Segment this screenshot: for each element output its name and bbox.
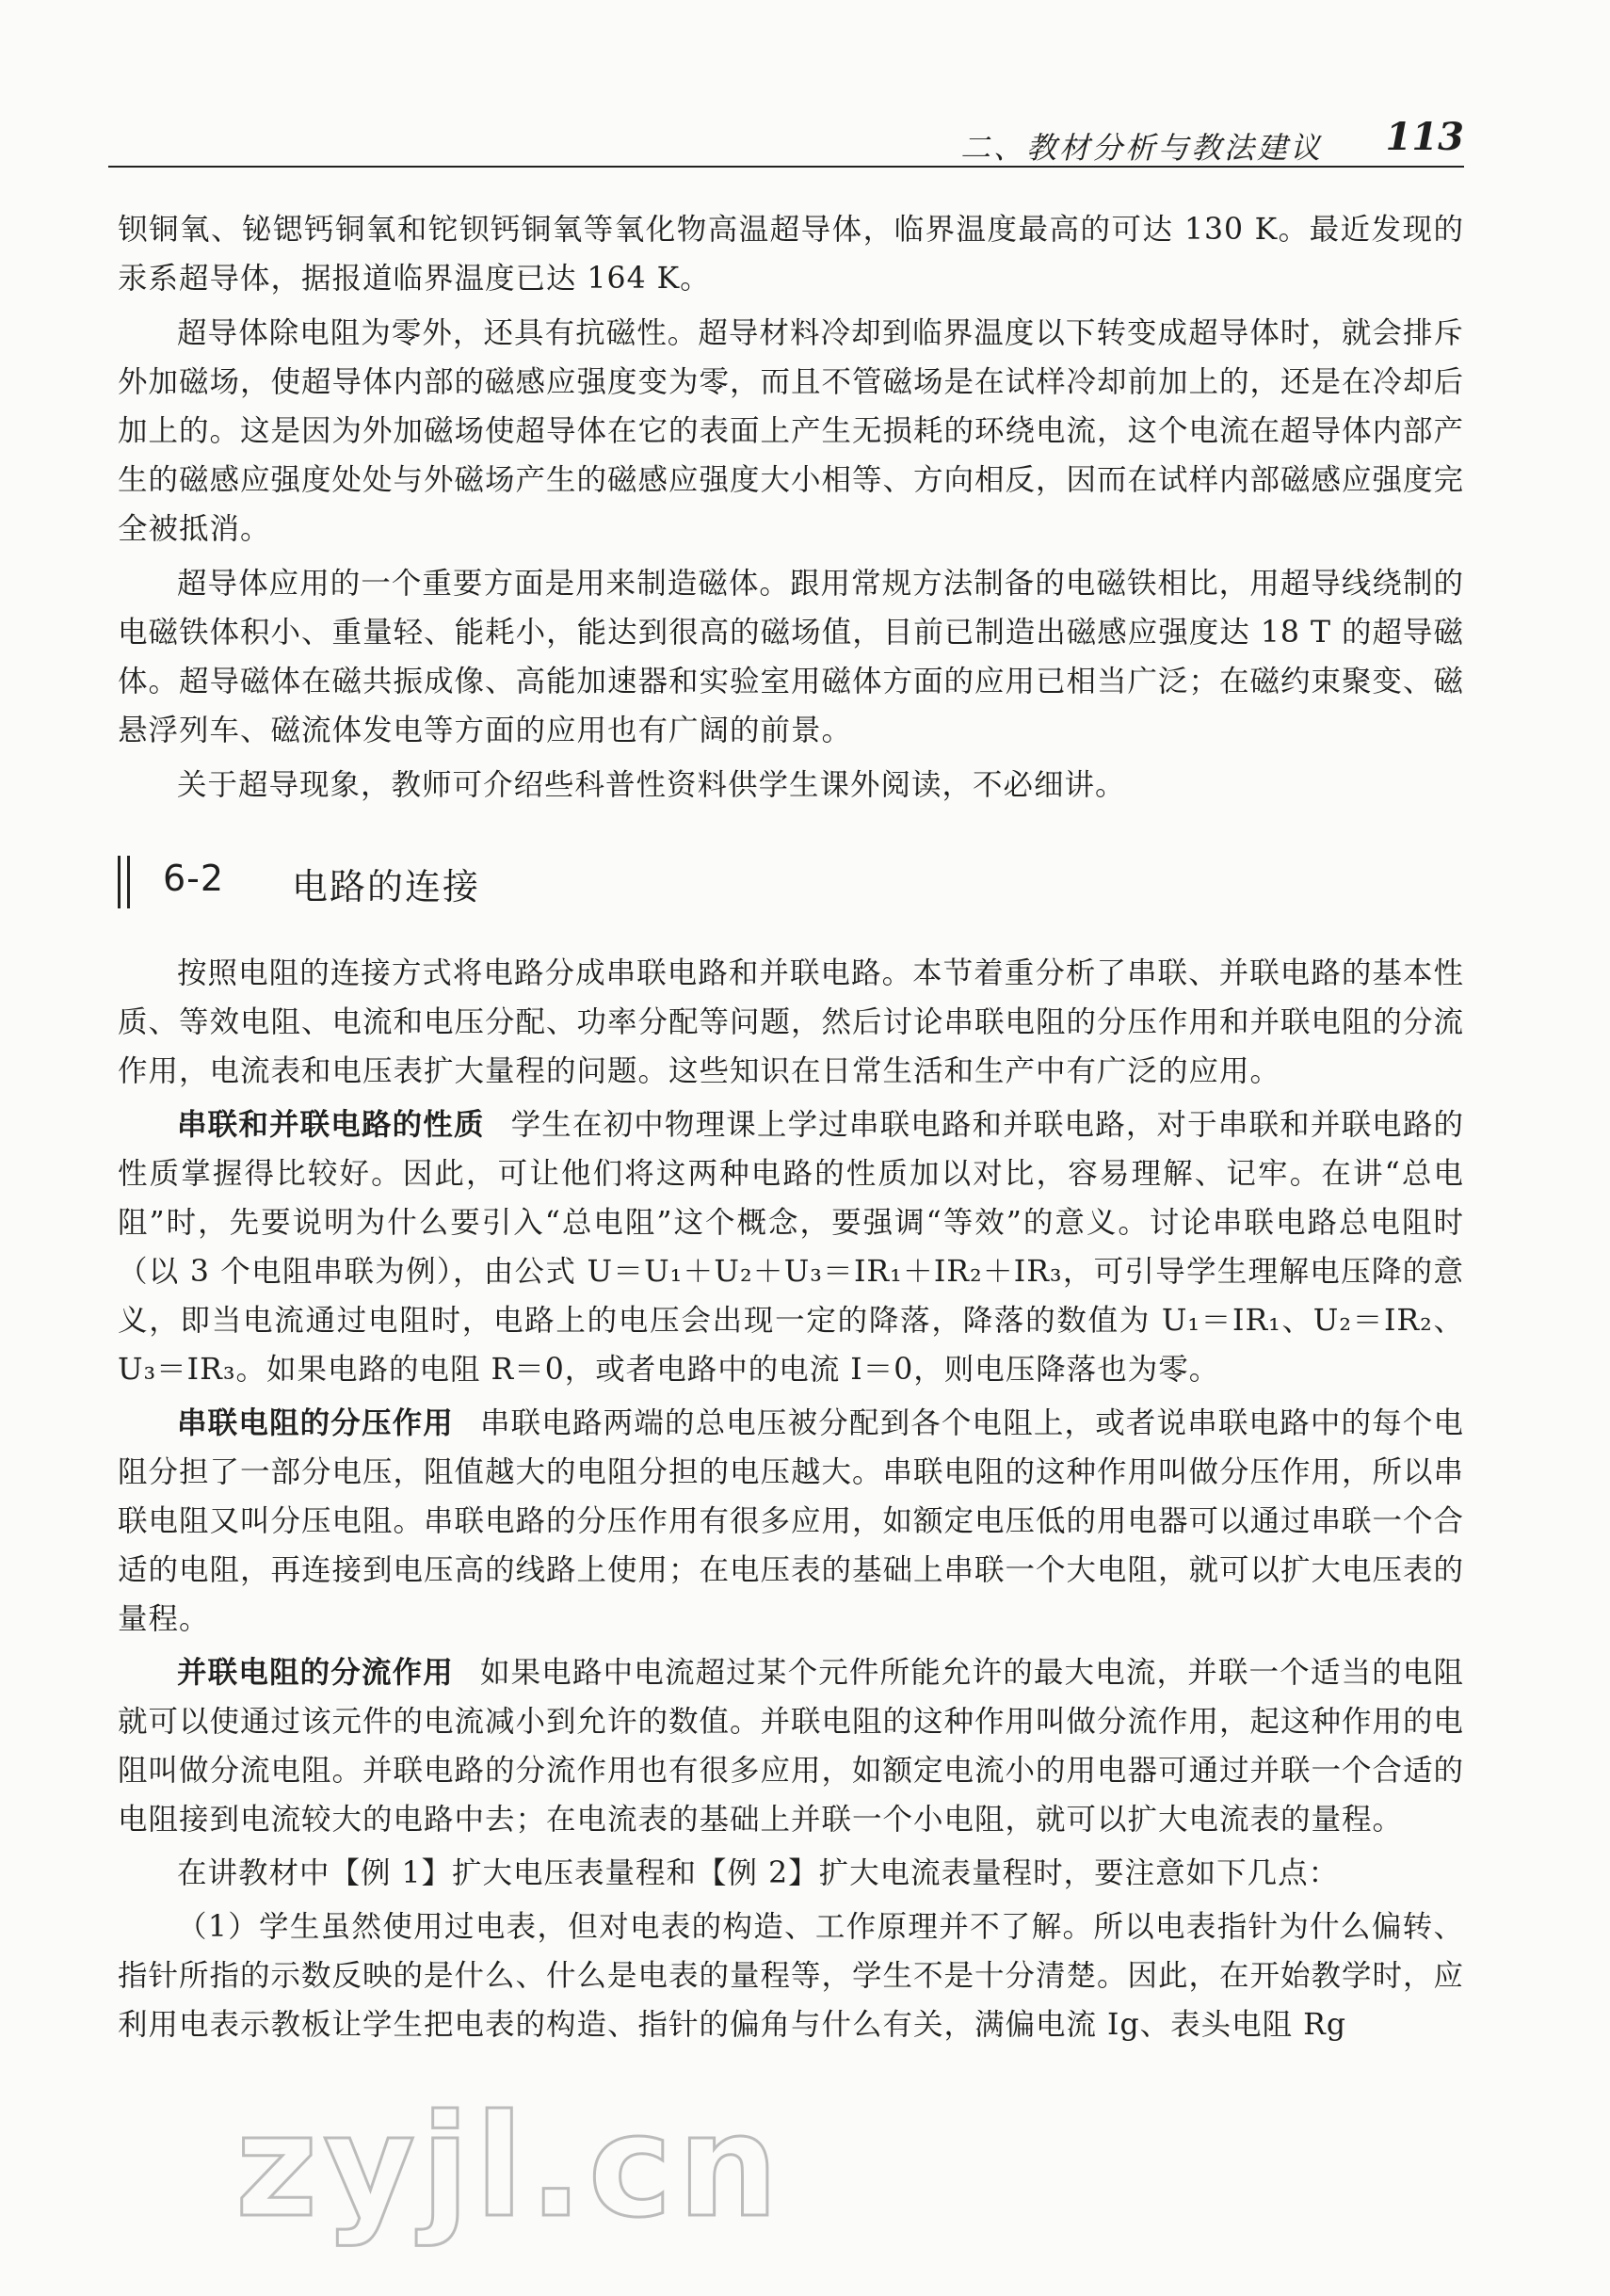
paragraph: 关于超导现象，教师可介绍些科普性资料供学生课外阅读，不必细讲。 (177, 768, 1126, 802)
paragraph: 在讲教材中【例 1】扩大电压表量程和【例 2】扩大电流表量程时，要注意如下几点： (177, 1856, 1340, 1890)
paragraph-text: 如果电路中电流超过某个元件所能允许的最大电流，并联一个适当的电阻就可以使通过该元件的电流减小到允许的数值。并联电阻的这种作用叫做分流作用，起这种作用的电阻叫做分流电阻。并联电路的分流作用也有很多应用，如额定电流小的用电器可通过并联一个合适的电阻接到电流较大的电路中去；在电流表的基础上并联一个小电阻，就可以扩大电流表的量程。 (118, 1656, 1465, 1837)
running-header (108, 115, 1464, 168)
paragraph: （1）学生虽然使用过电表，但对电表的构造、工作原理并不了解。所以电表指针为什么偏转、指针所指的示数反映的是什么、什么是电表的量程等，学生不是十分清楚。因此，在开始教学时，应利用电表示教板让学生把电表的构造、指针的偏角与什么有关，满偏电流 Ig、表头电阻 Rg (118, 1910, 1465, 2042)
section-number: 6-2 (163, 858, 225, 899)
header-title: 二、教材分析与教法建议 (959, 130, 1323, 166)
paragraph (118, 1648, 1464, 1844)
section-body (118, 949, 1464, 2054)
section-marker-icon (118, 856, 137, 912)
intro-text (118, 205, 1464, 815)
paragraph: 钡铜氧、铋锶钙铜氧和铊钡钙铜氧等氧化物高温超导体，临界温度最高的可达 130 K。最近发现的汞系超导体，据报道临界温度已达 164 K。 (118, 213, 1464, 296)
subheading: 串联和并联电路的性质 (177, 1108, 485, 1142)
subheading: 串联电阻的分压作用 (177, 1406, 454, 1440)
paragraph: 按照电阻的连接方式将电路分成串联电路和并联电路。本节着重分析了串联、并联电路的基本性质、等效电阻、电流和电压分配、功率分配等问题，然后讨论串联电阻的分压作用和并联电阻的分流作用，电流表和电压表扩大量程的问题。这些知识在日常生活和生产中有广泛的应用。 (118, 956, 1465, 1088)
paragraph: 超导体应用的一个重要方面是用来制造磁体。跟用常规方法制备的电磁铁相比，用超导线绕制的电磁铁体积小、重量轻、能耗小，能达到很高的磁场值，目前已制造出磁感应强度达 18 T 的超导磁体。超导磁体在磁共振成像、高能加速器和实验室用磁体方面的应用已相当广泛；在磁约束聚变、磁悬浮列车、磁流体发电等方面的应用也有广阔的前景。 (118, 567, 1465, 747)
page-number: 113 (1385, 115, 1464, 159)
watermark: zyjl.cn (235, 2085, 784, 2249)
subheading: 并联电阻的分流作用 (177, 1656, 454, 1690)
section-heading (118, 852, 871, 918)
paragraph: 超导体除电阻为零外，还具有抗磁性。超导材料冷却到临界温度以下转变成超导体时，就会排斥外加磁场，使超导体内部的磁感应强度变为零，而且不管磁场是在试样冷却前加上的，还是在冷却后加上的。这是因为外加磁场使超导体在它的表面上产生无损耗的环绕电流，这个电流在超导体内部产生的磁感应强度处处与外磁场产生的磁感应强度大小相等、方向相反，因而在试样内部磁感应强度完全被抵消。 (118, 316, 1465, 546)
paragraph-text: 学生在初中物理课上学过串联电路和并联电路，对于串联和并联电路的性质掌握得比较好。因此，可让他们将这两种电路的性质加以对比，容易理解、记牢。在讲“总电阻”时，先要说明为什么要引入“总电阻”这个概念，要强调“等效”的意义。讨论串联电路总电阻时（以 3 个电阻串联为例），由公式 U＝U₁＋U₂＋U₃＝IR₁＋IR₂＋IR₃，可引导学生理解电压降的意义，即当电流通过电阻时，电路上的电压会出现一定的降落，降落的数值为 U₁＝IR₁、U₂＝IR₂、U₃＝IR₃。如果电路的电阻 R＝0，或者电路中的电流 I＝0，则电压降落也为零。 (118, 1108, 1464, 1387)
paragraph (118, 1399, 1464, 1644)
section-title: 电路的连接 (292, 866, 481, 907)
paragraph-text: 串联电路两端的总电压被分配到各个电阻上，或者说串联电路中的每个电阻分担了一部分电压，阻值越大的电阻分担的电压越大。串联电阻的这种作用叫做分压作用，所以串联电阻又叫分压电阻。串联电路的分压作用有很多应用，如额定电压低的用电器可以通过串联一个合适的电阻，再连接到电压高的线路上使用；在电压表的基础上串联一个大电阻，就可以扩大电压表的量程。 (118, 1406, 1465, 1636)
paragraph (118, 1100, 1464, 1394)
